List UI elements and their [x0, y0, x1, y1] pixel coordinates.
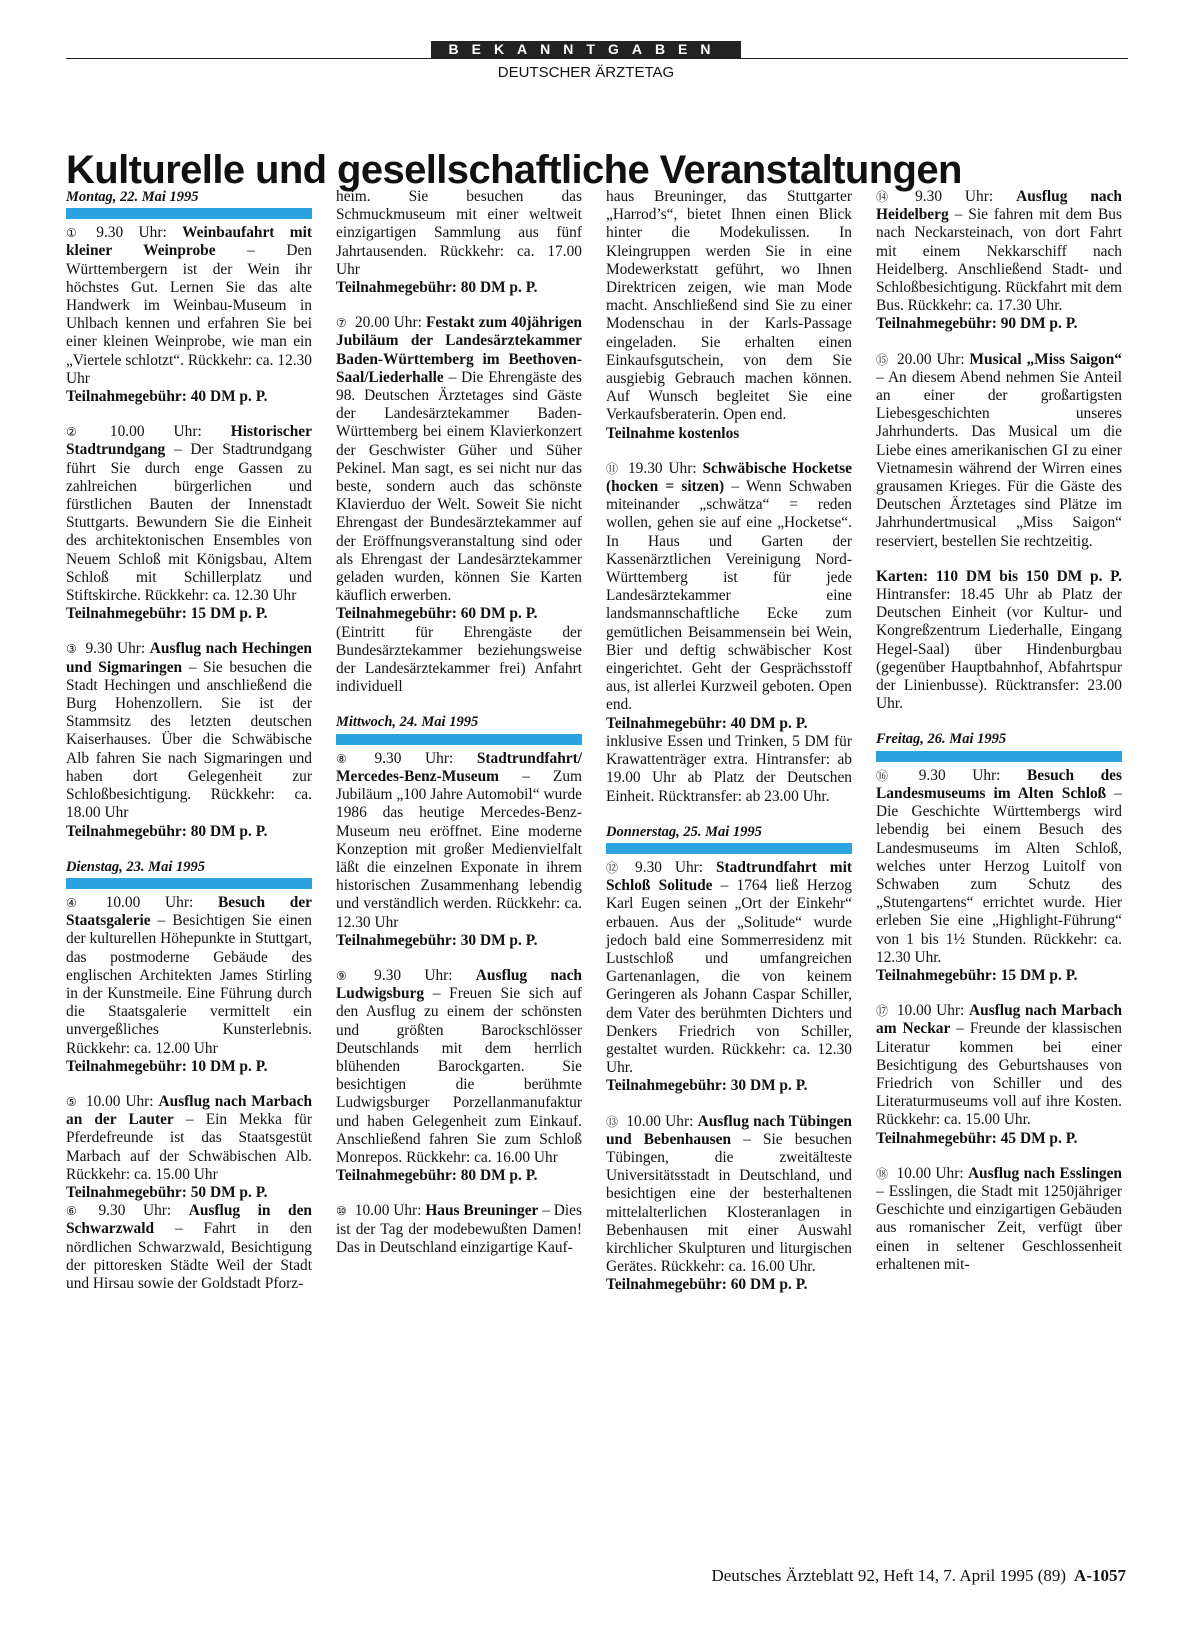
event-13: ⑬ 10.00 Uhr: Ausflug nach Tübingen und Bebenhausen – Sie besuchen Tübingen, die zweitälteste Universitätsstadt in Deutschland, und besichtigen eine der besterhaltenen mittelalterlichen Klosteranlagen in Bebenhausen mit einer Auswahl kirchlicher Skulpturen und liturgischen Gerätes. Rückkehr: ca. 16.00 Uhr. Teilnahmegebühr: 60 DM p. P.: [606, 1112, 852, 1294]
column-3: [606, 188, 852, 1312]
event-5: ⑤ 10.00 Uhr: Ausflug nach Marbach an der Lauter – Ein Mekka für Pferdefreunde ist das Staatsgestüt Marbach auf der Schwäbischen Alb. Rückkehr: ca. 15.00 Uhr Teilnahmegebühr: 50 DM p. P.: [66, 1092, 312, 1201]
column-4: [876, 188, 1122, 1274]
event-15: ⑮ 20.00 Uhr: Musical „Miss Saigon“ – An diesem Abend nehmen Sie Anteil an einer der großartigsten Liebesgeschichten unseres Jahrhunderts. Das Musical um die Liebe eines amerikanischen GI zu einer Vietnamesin während der Wirren eines grausamen Krieges. Für die Gäste des Deutschen Ärztetages sind Plätze im Jahrhundertmusical „Miss Saigon“ reserviert, bestellen Sie rechtzeitig.: [876, 350, 1122, 550]
day-heading: Donnerstag, 25. Mai 1995: [606, 823, 762, 840]
event-1: ① 9.30 Uhr: Weinbaufahrt mit kleiner Weinprobe – Den Württembergern ist der Wein ihr höchstes Gut. Lernen Sie das alte Handwerk im Weinbau-Museum in Uhlbach kennen und erfahren Sie bei einer kleinen Weinprobe, wie man ein „Viertele schlotzt“. Rückkehr: ca. 12.30 Uhr Teilnahmegebühr: 40 DM p. P.: [66, 224, 312, 406]
day-heading: Mittwoch, 24. Mai 1995: [336, 714, 479, 731]
event-9: ⑨ 9.30 Uhr: Ausflug nach Ludwigsburg – Freuen Sie sich auf den Ausflug zu einem der schönsten und größten Barockschlösser Deutschlands mit dem herrlich blühenden Barockgarten. Sie besichtigen die berühmte Ludwigsburger Porzellanmanufaktur und haben Gelegenheit zum Einkauf. Anschließend fahren Sie zum Schloß Monrepos. Rückkehr: ca. 16.00 Uhr Teilnahmegebühr: 80 DM p. P.: [336, 966, 582, 1185]
column-1: [66, 188, 312, 1293]
day-heading: Dienstag, 23. Mai 1995: [66, 858, 205, 875]
day-bar: [66, 878, 312, 889]
event-18: ⑱ 10.00 Uhr: Ausflug nach Esslingen – Esslingen, die Stadt mit 1250jähriger Geschichte und einzigartigen Gebäuden aus romanischer Zeit, verfügt über einen in seltener Geschlossenheit erhaltenen mit-: [876, 1164, 1122, 1273]
event-16: ⑯ 9.30 Uhr: Besuch des Landesmuseums im Alten Schloß – Die Geschichte Württembergs wird lebendig bei einem Besuch des Landesmuseums im Alten Schloß, welches unter Herzog Luitolf von Schwaben zum Schutz des „Stutengartens“ errichtet wurde. Hier erleben Sie eine „Highlight-Führung“ von 1 bis 1½ Stunden. Rückkehr: ca. 12.30 Uhr. Teilnahmegebühr: 15 DM p. P.: [876, 766, 1122, 984]
day-bar: [336, 734, 582, 745]
subsection-label: DEUTSCHER ÄRZTETAG: [497, 64, 675, 81]
day-bar: [876, 751, 1122, 762]
event-14: ⑭ 9.30 Uhr: Ausflug nach Heidelberg – Sie fahren mit dem Bus nach Neckarsteinach, von dort Fahrt mit einem Nekkarschiff nach Heidelberg. Anschließend Stadt- und Schloßbesichtigung. Rückfahrt mit dem Bus. Rückkehr: ca. 17.30 Uhr. Teilnahmegebühr: 90 DM p. P.: [876, 188, 1122, 333]
event-11: ⑪ 19.30 Uhr: Schwäbische Hocketse (hocken = sitzen) – Wenn Schwaben miteinander „schwätza“ = reden wollen, gehen sie auf eine „Hocketse“. In Haus und Garten der Kassenärztlichen Vereinigung Nord-Württemberg ist für jede Landesärztekammer eine landsmannschaftliche Ecke zum gemütlichen Beisammensein bei Wein, Bier und deftig schwäbischer Kost eingerichtet. Geht der Gesprächsstoff aus, ist allerlei Kurzweil geboten. Open end. Teilnahmegebühr: 40 DM p. P. inklusive Essen und Trinken, 5 DM für Krawattenträger extra. Hintransfer: ab 19.00 Uhr ab Platz der Deutschen Einheit. Rücktransfer: ab 23.00 Uhr.: [606, 459, 852, 805]
column-2: [336, 188, 582, 1257]
event-2: ② 10.00 Uhr: Historischer Stadtrundgang – Der Stadtrundgang führt Sie durch enge Gassen zu zahlreichen bürgerlichen und fürstlichen Bauten der Innenstadt Stuttgarts. Bewundern Sie die Einheit des architektonischen Ensembles von Neuem Schloß mit Königsbau, Altem Schloß mit Schillerplatz und Stiftskirche. Rückkehr: ca. 12.30 Uhr Teilnahmegebühr: 15 DM p. P.: [66, 423, 312, 623]
citation: Deutsches Ärzteblatt 92, Heft 14, 7. April 1995 (89): [711, 1566, 1067, 1585]
day-heading: Montag, 22. Mai 1995: [66, 189, 199, 205]
event-12: ⑫ 9.30 Uhr: Stadtrundfahrt mit Schloß Solitude – 1764 ließ Herzog Karl Eugen seinen „Ort der Einkehr“ erbauen. Aus der „Solitude“ wurde jedoch bald eine Sommerresidenz mit Lustschloß und umfangreichen Gartenanlagen, die von keinem Geringeren als Johann Caspar Schiller, dem Vater des berühmten Dichters und Denkers Friedrich von Schiller, gestaltet wurden. Rückkehr: ca. 12.30 Uhr. Teilnahmegebühr: 30 DM p. P.: [606, 858, 852, 1095]
header-rule: [66, 58, 1128, 59]
event-6: ⑥ 9.30 Uhr: Ausflug in den Schwarzwald – Fahrt in den nördlichen Schwarzwald, Besichtigung der pittoresken Städte Weil der Stadt und Hirsau sowie der Goldstadt Pforz-: [66, 1202, 312, 1292]
page-title: Kulturelle und gesellschaftliche Veranstaltungen: [66, 147, 962, 192]
event-10-continued: haus Breuninger, das Stuttgarter „Harrod’s“, bietet Ihnen einen Blick hinter die Modekulissen. In Kleingruppen werden Sie in eine Modewerkstatt geführt, wo Ihnen Direktricen zeigen, wie man Mode macht. Anschließend sind Sie zu einer Modenschau in der Karls-Passage eingeladen. Sie erhalten einen Einkaufsgutschein, von dem Sie ausgiebig Gebrauch machen können. Auf Wunsch begleitet Sie eine Verkaufsberaterin. Open end. Teilnahme kostenlos: [606, 188, 852, 442]
event-3: ③ 9.30 Uhr: Ausflug nach Hechingen und Sigmaringen – Sie besuchen die Stadt Hechingen und anschließend die Burg Hohenzollern. Sie ist der Stammsitz des letzten deutschen Kaiserhauses. Über die Schwäbische Alb fahren Sie nach Sigmaringen und haben dort Gelegenheit zur Schloßbesichtigung. Rückkehr: ca. 18.00 Uhr Teilnahmegebühr: 80 DM p. P.: [66, 640, 313, 840]
event-4: ④ 10.00 Uhr: Besuch der Staatsgalerie – Besichtigen Sie einen der kulturellen Höhepunkte in Stuttgart, das postmoderne Gebäude des englischen Architekten James Stirling in der Kunstmeile. Eine Führung durch die Staatsgalerie vermittelt ein unvergeßliches Kunsterlebnis. Rückkehr: ca. 12.00 Uhr Teilnahmegebühr: 10 DM p. P.: [66, 893, 312, 1075]
event-10: ⑩ 10.00 Uhr: Haus Breuninger – Dies ist der Tag der modebewußten Damen! Das in Deutschland einzigartige Kauf-: [336, 1202, 582, 1256]
event-7: ⑦ 20.00 Uhr: Festakt zum 40jährigen Jubiläum der Landesärztekammer Baden-Württemberg im Beethoven-Saal/Liederhalle – Die Ehrengäste des 98. Deutschen Ärztetages sind Gäste der Landesärztekammer Baden-Württemberg bei einem Klavierkonzert der Geschwister Güher und Süher Pekinel. Man sagt, es sei nicht nur das beste, sondern auch das schönste Klavierduo der Welt. Soweit Sie nicht Ehrengast der Bundesärztekammer auf der Eröffnungsveranstaltung sind oder als Ehrengast der Landesärztekammer geladen wurden, können Sie Karten käuflich erwerben. Teilnahmegebühr: 60 DM p. P. (Eintritt für Ehrengäste der Bundesärztekammer beziehungsweise der Landesärztekammer frei) Anfahrt individuell: [336, 314, 582, 696]
page-footer: [606, 1566, 1126, 1586]
event-17: ⑰ 10.00 Uhr: Ausflug nach Marbach am Neckar – Freunde der klassischen Literatur kommen bei einer Besichtigung des Geburtshauses von Friedrich von Schiller und des Literaturmuseums voll auf ihre Kosten. Rückkehr: ca. 15.00 Uhr. Teilnahmegebühr: 45 DM p. P.: [876, 1002, 1122, 1147]
day-bar: [66, 208, 312, 219]
page-number: A-1057: [1074, 1566, 1126, 1585]
day-heading: Freitag, 26. Mai 1995: [876, 731, 1007, 748]
section-band: BEKANNTGABEN: [431, 41, 741, 58]
day-bar: [606, 843, 852, 854]
event-6-continued: heim. Sie besuchen das Schmuckmuseum mit einer weltweit einzigartigen Sammlung aus fünf Jahrtausenden. Rückkehr: ca. 17.00 Uhr Teilnahmegebühr: 80 DM p. P.: [336, 188, 582, 297]
event-15-tickets: Karten: 110 DM bis 150 DM p. P. Hintransfer: 18.45 Uhr ab Platz der Deutschen Einheit (vor Kultur- und Kongreßzentrum Liederhalle, Eingang Hegel-Saal) über Hindenburgbau (gegenüber Hauptbahnhof, Abfahrtspur der Linienbusse). Rücktransfer: 23.00 Uhr.: [876, 567, 1122, 713]
event-8: ⑧ 9.30 Uhr: Stadtrundfahrt/ Mercedes-Benz-Museum – Zum Jubiläum „100 Jahre Automobil“ wurde 1986 das heutige Mercedes-Benz-Museum neu eröffnet. Eine moderne Konzeption mit großer Medienvielfalt läßt die einzelnen Exponate in ihrem historischen Zusammenhang lebendig und verständlich werden. Rückkehr: ca. 12.30 Uhr Teilnahmegebühr: 30 DM p. P.: [336, 749, 582, 949]
